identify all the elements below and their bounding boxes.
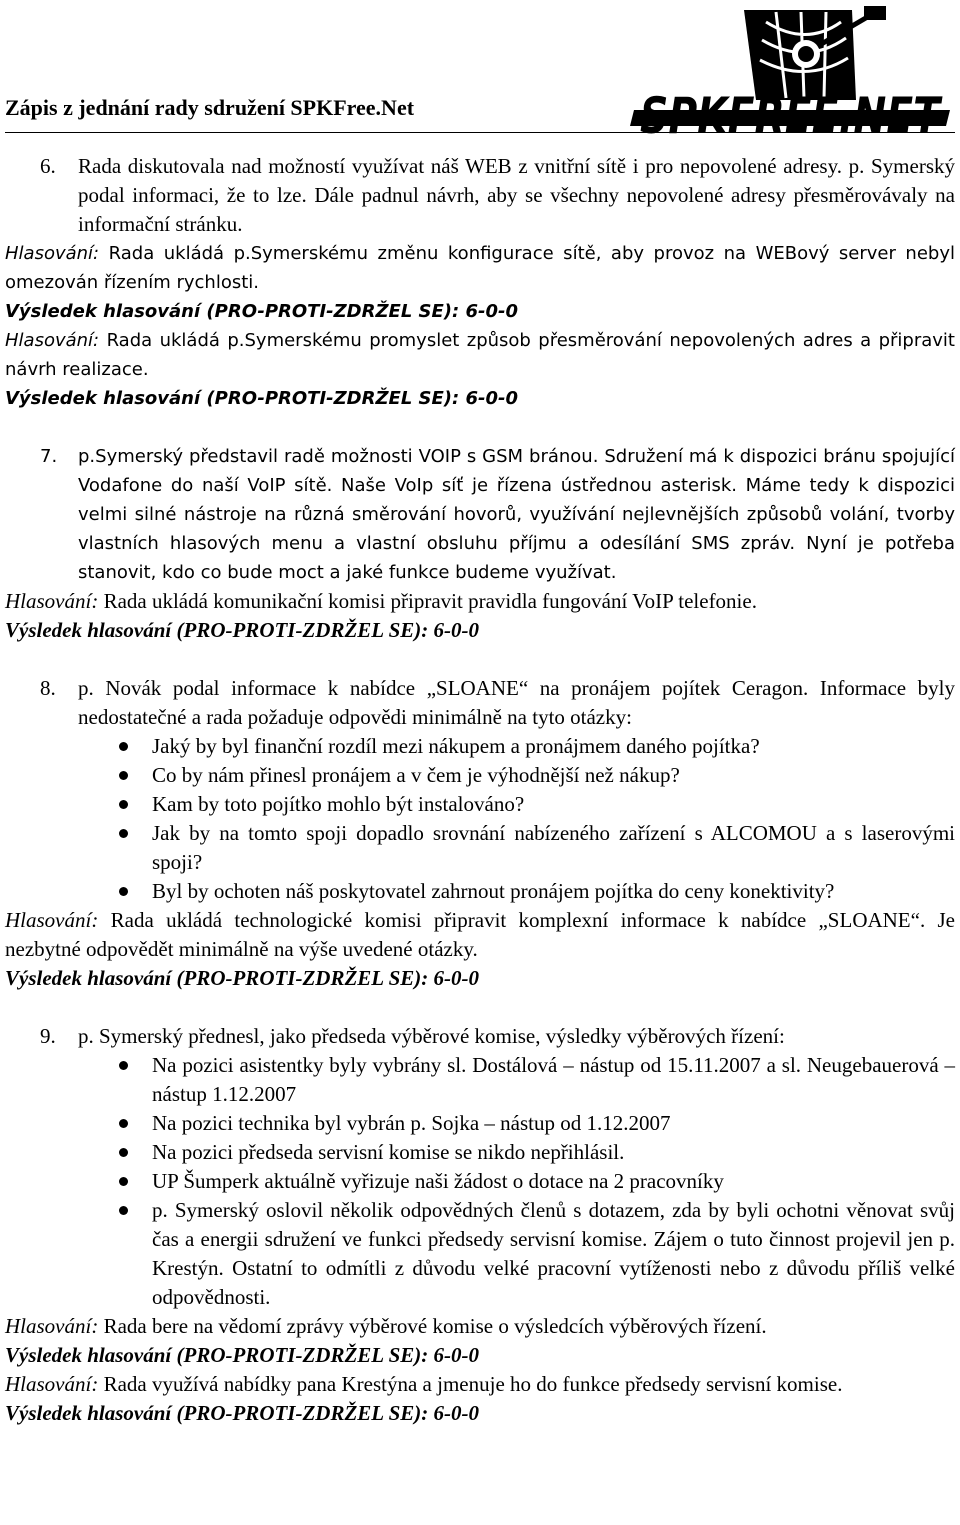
agenda-item-6 [0, 152, 960, 239]
vote-line [0, 1370, 960, 1399]
vote-result: Výsledek hlasování (PRO-PROTI-ZDRŽEL SE): 6-0-0 [5, 618, 480, 642]
spkfree-logo [626, 2, 956, 136]
item-text: p. Novák podal informace k nabídce „SLOANE“ na pronájem pojítek Ceragon. Informace byly nedostatečné a rada požaduje odpovědi minimálně na tyto otázky: [78, 676, 955, 729]
vote-result: Výsledek hlasování (PRO-PROTI-ZDRŽEL SE): 6-0-0 [5, 1343, 480, 1367]
vote-label: Hlasování: [5, 1314, 99, 1338]
vote-text: Rada ukládá technologické komisi připravit komplexní informace k nabídce „SLOANE“. Je nezbytné odpovědět minimálně na výše uvedené otázky. [5, 908, 956, 961]
document-title: Zápis z jednání rady sdružení SPKFree.Net [5, 95, 415, 120]
vote-text: Rada využívá nabídky pana Krestýna a jmenuje ho do funkce předsedy servisní komise. [103, 1372, 843, 1396]
list-item: Co by nám přinesl pronájem a v čem je výhodnější než nákup? [152, 761, 955, 790]
item-text: p. Symerský přednesl, jako předseda výběrové komise, výsledky výběrových řízení: [78, 1024, 785, 1048]
bullet-icon [119, 742, 128, 751]
list-item: p. Symerský oslovil několik odpovědných členů s dotazem, zda by byli ochotni věnovat svůj čas a energii sdružení ve funkci předsedy servisní komise. Zájem o tuto činnost projevil jen p. Krestýn. Ostatní to odmítli z důvodu velké pracovní vytíženosti nebo z důvodu příliš velké odpovědnosti. [152, 1196, 955, 1312]
vote-result: Výsledek hlasování (PRO-PROTI-ZDRŽEL SE): 6-0-0 [5, 301, 519, 322]
vote-label: Hlasování: [5, 589, 99, 613]
item-text: Rada diskutovala nad možností využívat náš WEB z vnitřní sítě i pro nepovolené adresy. p. Symerský podal informaci, že to lze. Dále padnul návrh, aby se všechny nepovolené adresy přesměrovávaly na informační stránku. [78, 154, 955, 236]
vote-line [0, 239, 960, 297]
vote-label: Hlasování: [5, 330, 100, 351]
bullet-icon [119, 887, 128, 896]
vote-line [0, 906, 960, 964]
vote-label: Hlasování: [5, 908, 99, 932]
vote-text: Rada ukládá p.Symerskému změnu konfigurace sítě, aby provoz na WEBový server nebyl omezován řízením rychlosti. [5, 243, 955, 293]
bullet-icon [119, 771, 128, 780]
satellite-dish-icon [744, 6, 886, 100]
minutes-body [0, 152, 960, 1428]
header-rule [5, 132, 955, 133]
vote-text: Rada ukládá p.Symerskému promyslet způsob přesměrování nepovolených adres a připravit návrh realizace. [5, 330, 955, 380]
list-item: Na pozici asistentky byly vybrány sl. Dostálová – nástup od 15.11.2007 a sl. Neugebauerová – nástup 1.12.2007 [152, 1051, 955, 1109]
bullet-icon [119, 1206, 128, 1215]
bullet-icon [119, 1177, 128, 1186]
agenda-item-9 [0, 1022, 960, 1051]
agenda-item-8 [0, 674, 960, 732]
list-item: Kam by toto pojítko mohlo být instalováno? [152, 790, 955, 819]
bullet-icon [119, 1119, 128, 1128]
vote-label: Hlasování: [5, 243, 100, 264]
item-number: 8. [40, 676, 56, 700]
vote-line [0, 587, 960, 616]
agenda-item-7 [0, 442, 960, 587]
item-number: 7. [40, 446, 58, 467]
list-item: UP Šumperk aktuálně vyřizuje naši žádost o dotace na 2 pracovníky [152, 1167, 955, 1196]
vote-line [0, 1312, 960, 1341]
bullet-icon [119, 1148, 128, 1157]
vote-text: Rada bere na vědomí zprávy výběrové komise o výsledcích výběrových řízení. [103, 1314, 767, 1338]
vote-label: Hlasování: [5, 1372, 99, 1396]
item-text: p.Symerský představil radě možnosti VOIP s GSM bránou. Sdružení má k dispozici bránu spojující Vodafone do naší VoIP sítě. Naše VoIp síť je řízena ústřednou asterisk. Máme tedy k dispozici velmi silné nástroje na různá směrování hovorů, využívání nejlevnějších způsobů volání, tvorby vlastních hlasových menu a vlastní obsluhu příjmu a odesílání SMS zpráv. Nyní je potřeba stanovit, kdo co bude moct a jaké funkce budeme využívat. [78, 446, 955, 583]
page-header [0, 0, 960, 140]
vote-text: Rada ukládá komunikační komisi připravit pravidla fungování VoIP telefonie. [103, 589, 757, 613]
question-list [0, 732, 960, 906]
bullet-icon [119, 829, 128, 838]
list-item: Na pozici technika byl vybrán p. Sojka – nástup od 1.12.2007 [152, 1109, 955, 1138]
svg-text:SPKFREE.NET: SPKFREE.NET [640, 87, 944, 136]
bullet-icon [119, 800, 128, 809]
results-list [0, 1051, 960, 1312]
item-number: 6. [40, 154, 56, 178]
list-item: Jaký by byl finanční rozdíl mezi nákupem a pronájmem daného pojítka? [152, 732, 955, 761]
list-item: Jak by na tomto spoji dopadlo srovnání nabízeného zařízení s ALCOMOU a s laserovými spoji? [152, 819, 955, 877]
vote-result: Výsledek hlasování (PRO-PROTI-ZDRŽEL SE): 6-0-0 [5, 388, 519, 409]
vote-result: Výsledek hlasování (PRO-PROTI-ZDRŽEL SE): 6-0-0 [5, 1401, 480, 1425]
list-item: Na pozici předseda servisní komise se nikdo nepřihlásil. [152, 1138, 955, 1167]
bullet-icon [119, 1061, 128, 1070]
vote-line [0, 326, 960, 384]
vote-result: Výsledek hlasování (PRO-PROTI-ZDRŽEL SE): 6-0-0 [5, 966, 480, 990]
item-number: 9. [40, 1024, 56, 1048]
list-item: Byl by ochoten náš poskytovatel zahrnout pronájem pojítka do ceny konektivity? [152, 877, 955, 906]
